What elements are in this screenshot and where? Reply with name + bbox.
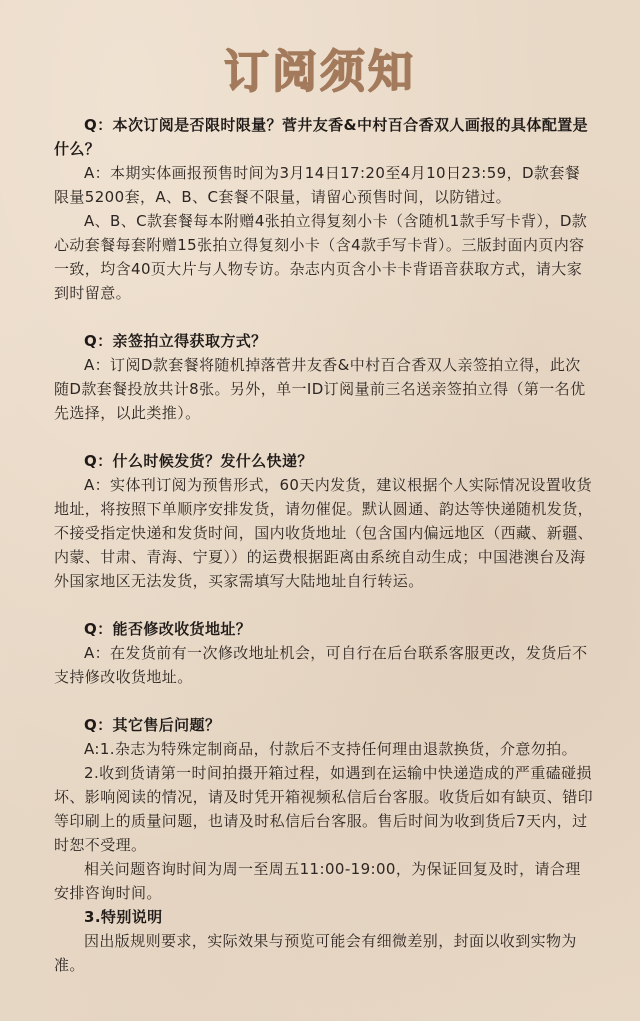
faq-section-after-sales (54, 713, 594, 977)
faq-question: Q：什么时候发货？发什么快递？ (84, 452, 313, 470)
faq-section-shipping (54, 449, 594, 593)
faq-answer: A：实体刊订阅为预售形式，60天内发货，建议根据个人实际情况设置收货地址，将按照下单顺序安排发货，请勿催促。默认圆通、韵达等快递随机发货，不接受指定快递和发货时间，国内收货地址（包含国内偏远地区（西藏、新疆、内蒙、甘肃、青海、宁夏））的运费根据距离由系统自动生成；中国港澳台及海外国家地区无法发货，买家需填写大陆地址自行转运。 (54, 476, 594, 590)
faq-question: Q：本次订阅是否限时限量？菅井友香&中村百合香双人画报的具体配置是什么？ (54, 116, 589, 158)
faq-answer: A：订阅D款套餐将随机掉落菅井友香&中村百合香双人亲签拍立得，此次随D款套餐投放共计8张。另外，单一ID订阅量前三名送亲签拍立得（第一名优先选择，以此类推）。 (54, 356, 586, 422)
faq-answer: A：本期实体画报预售时间为3月14日17:20至4月10日23:59，D款套餐限量5200套，A、B、C套餐不限量，请留心预售时间，以防错过。 (54, 164, 581, 206)
faq-section-limits (54, 113, 594, 305)
faq-section-address-change (54, 617, 594, 689)
page-title: 订阅须知 (223, 45, 416, 98)
faq-question: Q：其它售后问题？ (84, 716, 221, 734)
faq-answer: A：在发货前有一次修改地址机会，可自行在后台联系客服更改，发货后不支持修改收货地址。 (54, 644, 588, 686)
faq-subheading: 3.特别说明 (84, 908, 163, 926)
faq-answer: 2.收到货请第一时间拍摄开箱过程，如遇到在运输中快递造成的严重磕碰损坏、影响阅读的情况，请及时凭开箱视频私信后台客服。收货后如有缺页、错印等印刷上的质量问题，也请及时私信后台客服。售后时间为收到货后7天内，过时恕不受理。 (54, 764, 594, 854)
faq-content (54, 113, 594, 1001)
faq-question: Q：亲签拍立得获取方式？ (84, 332, 267, 350)
faq-answer: A:1.杂志为特殊定制商品，付款后不支持任何理由退款换货，介意勿拍。 (84, 740, 577, 758)
faq-question: Q：能否修改收货地址？ (84, 620, 252, 638)
faq-answer: A、B、C款套餐每本附赠4张拍立得复刻小卡（含随机1款手写卡背），D款心动套餐每套附赠15张拍立得复刻小卡（含4款手写卡背）。三版封面内页内容一致，均含40页大片与人物专访。杂志内页含小卡卡背语音获取方式，请大家到时留意。 (54, 212, 588, 302)
faq-section-signed-polaroid (54, 329, 594, 425)
faq-answer: 因出版规则要求，实际效果与预览可能会有细微差别，封面以收到实物为准。 (54, 932, 577, 974)
faq-answer: 相关问题咨询时间为周一至周五11:00-19:00，为保证回复及时，请合理安排咨询时间。 (54, 860, 581, 902)
